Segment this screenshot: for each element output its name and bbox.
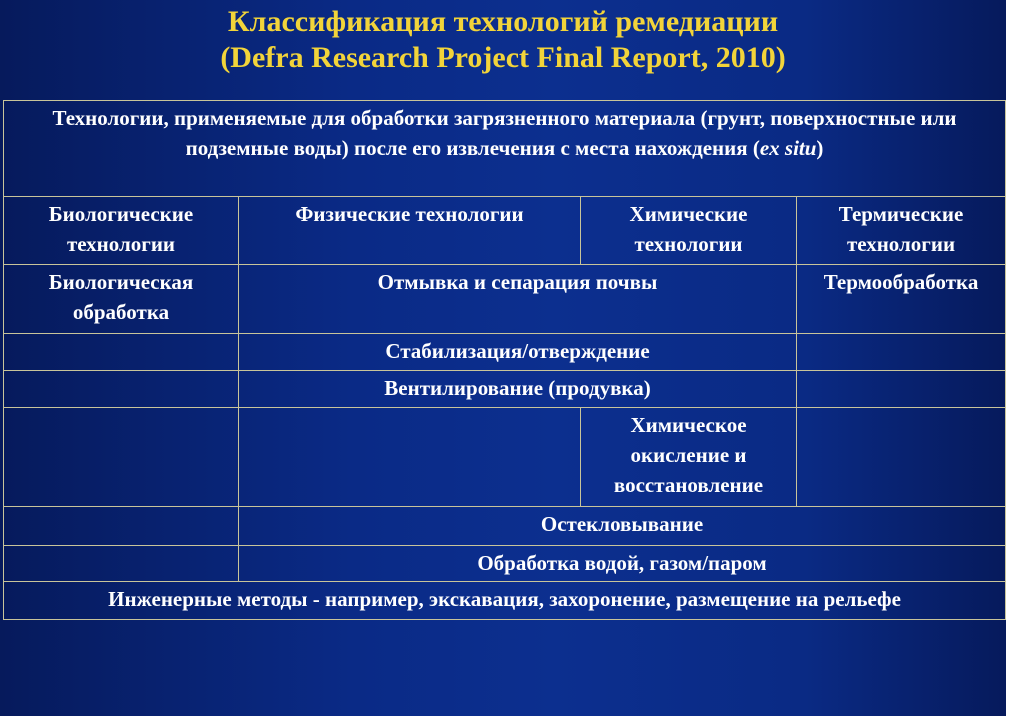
categories-row [4,197,1006,265]
title-line-2: (Defra Research Project Final Report, 2010) [220,41,786,74]
category-biological: Биологические технологии [4,197,239,265]
cell-empty [4,334,239,371]
cell-empty [797,371,1006,408]
table-footer-row [4,582,1006,620]
cell-empty [797,408,1006,507]
classification-table [3,100,1006,620]
cell-vitrification: Остекловывание [239,507,1006,546]
cell-empty [239,408,581,507]
cell-ventilation: Вентилирование (продувка) [239,371,797,408]
cell-empty [4,507,239,546]
cell-chem-oxidation: Химическое окисление и восстановление [581,408,797,507]
ex-situ-italic: ex situ [759,136,817,160]
table-row [4,265,1006,334]
cell-empty [797,334,1006,371]
cell-stabilization: Стабилизация/отверждение [239,334,797,371]
cell-thermal-treatment: Термообработка [797,265,1006,334]
ex-situ-header-text: Технологии, применяемые для обработки загрязненного материала (грунт, поверхностные или подземные воды) после его извлечения с места нахождения ( [52,106,957,160]
ex-situ-header-close: ) [816,136,824,160]
table-row [4,408,1006,507]
table-row [4,546,1006,582]
cell-empty [4,371,239,408]
cell-empty [4,546,239,582]
engineering-methods: Инженерные методы - например, экскавация, захоронение, размещение на рельефе [4,582,1006,620]
title-line-1: Классификация технологий ремедиации [227,5,779,38]
category-thermal: Термические технологии [797,197,1006,265]
ex-situ-header [4,101,1006,197]
cell-empty [4,408,239,507]
slide-title [0,4,1006,76]
cell-water-gas-steam: Обработка водой, газом/паром [239,546,1006,582]
table-header-row [4,101,1006,197]
table-row [4,334,1006,371]
category-chemical: Химические технологии [581,197,797,265]
table-row [4,371,1006,408]
table-row [4,507,1006,546]
cell-soil-washing: Отмывка и сепарация почвы [239,265,797,334]
cell-bio-treatment: Биологическая обработка [4,265,239,334]
category-physical: Физические технологии [239,197,581,265]
